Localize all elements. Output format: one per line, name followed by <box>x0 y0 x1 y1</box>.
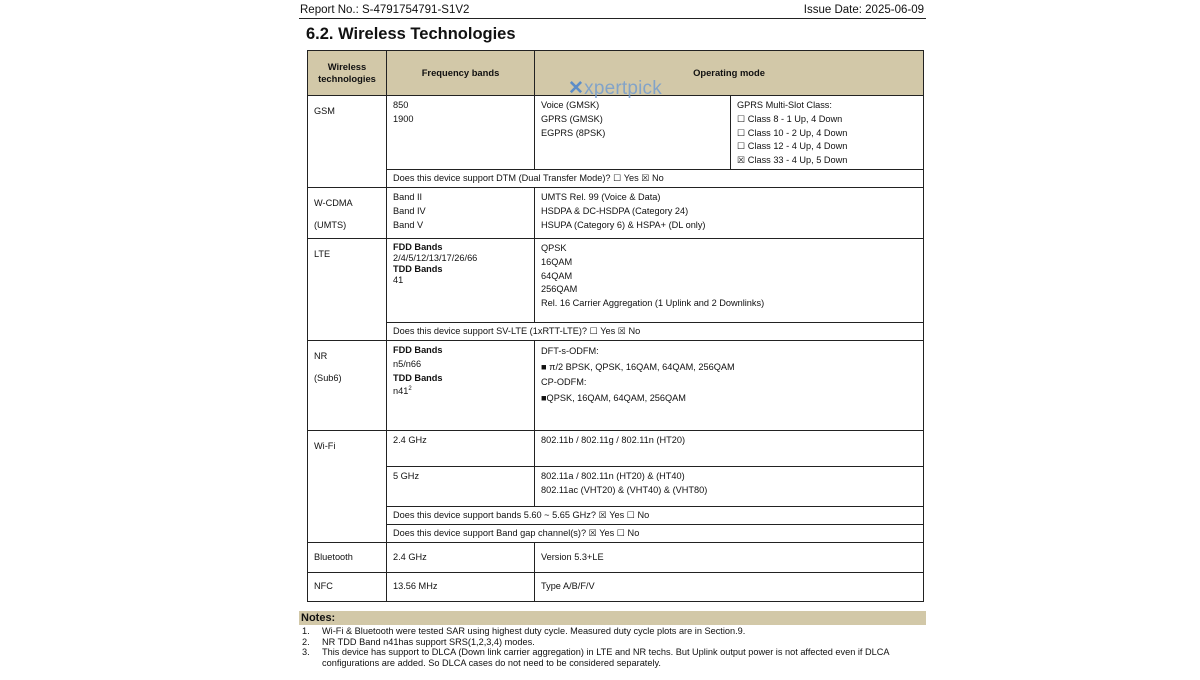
table-row <box>308 525 924 543</box>
note-text: Wi-Fi & Bluetooth were tested SAR using highest duty cycle. Measured duty cycle plots are in Section.9. <box>322 626 746 636</box>
nr-name <box>308 341 387 431</box>
gsm-mode: EGPRS (8PSK) <box>541 127 606 138</box>
wcdma-sub-label: (UMTS) <box>314 219 347 230</box>
lte-mode: 16QAM <box>541 256 573 267</box>
note-item <box>299 637 926 648</box>
table-row <box>308 467 924 507</box>
wifi-band-5: 5 GHz <box>387 467 535 507</box>
watermark-text: xpertpick <box>584 78 662 99</box>
gsm-modes <box>535 96 731 170</box>
table-row <box>308 323 924 341</box>
lte-fdd-label: FDD Bands <box>393 242 443 252</box>
note-text: This device has support to DLCA (Down link carrier aggregation) in LTE and NR techs. But Uplink output power is not affected even if DLCA configurations are added. So DLCA cases do not need to be considered separately. <box>322 647 890 668</box>
wifi-gap-question: Does this device support Band gap channel(s)? ☒ Yes ☐ No <box>387 525 924 543</box>
lte-modes <box>535 239 924 323</box>
nr-cp-modes: ■QPSK, 16QAM, 64QAM, 256QAM <box>541 392 686 403</box>
nr-dft-label: DFT-s-ODFM: <box>541 346 599 356</box>
gsm-mode: Voice (GMSK) <box>541 100 600 110</box>
nr-fdd-label: FDD Bands <box>393 345 443 355</box>
header-divider <box>299 18 926 19</box>
header-tech: Wireless technologies <box>308 51 387 96</box>
nr-sub-label: (Sub6) <box>314 372 342 383</box>
nfc-band: 13.56 MHz <box>387 573 535 602</box>
nr-tdd-footnote: 2 <box>408 386 412 393</box>
lte-tdd-bands: 41 <box>393 275 404 285</box>
dtm-question: Does this device support DTM (Dual Transfer Mode)? ☐ Yes ☒ No <box>387 170 924 188</box>
wcdma-mode: HSDPA & DC-HSDPA (Category 24) <box>541 205 689 216</box>
header-mode: Operating mode <box>535 51 924 96</box>
report-page <box>299 0 926 680</box>
gsm-bands <box>387 96 535 170</box>
bt-mode: Version 5.3+LE <box>535 543 924 573</box>
bt-band: 2.4 GHz <box>387 543 535 573</box>
watermark-logo <box>568 77 662 100</box>
lte-mode: Rel. 16 Carrier Aggregation (1 Uplink and 2 Downlinks) <box>541 298 765 309</box>
table-row <box>308 239 924 323</box>
table-row <box>308 431 924 467</box>
nr-cp-label: CP-ODFM: <box>541 377 587 387</box>
table-row <box>308 507 924 525</box>
nr-bands <box>387 341 535 431</box>
lte-mode: QPSK <box>541 243 567 253</box>
note-item <box>299 626 926 637</box>
wcdma-band: Band V <box>393 219 424 230</box>
table-row <box>308 170 924 188</box>
nr-dft-modes: ■ π/2 BPSK, QPSK, 16QAM, 64QAM, 256QAM <box>541 361 735 372</box>
wcdma-modes <box>535 188 924 239</box>
multislot-title: GPRS Multi-Slot Class: <box>737 100 832 110</box>
wireless-technologies-table <box>307 50 924 602</box>
wcdma-band: Band II <box>393 192 423 202</box>
wcdma-label: W-CDMA <box>314 198 353 208</box>
gsm-name: GSM <box>308 96 387 188</box>
table-row <box>308 341 924 431</box>
issue-date: Issue Date: 2025-06-09 <box>803 4 924 16</box>
section-title: 6.2. Wireless Technologies <box>306 25 516 43</box>
gsm-mode: GPRS (GMSK) <box>541 113 603 124</box>
nfc-mode: Type A/B/F/V <box>535 573 924 602</box>
nr-tdd-bands <box>393 385 528 399</box>
wcdma-band: Band IV <box>393 205 426 216</box>
multislot-class: ☐ Class 12 - 4 Up, 4 Down <box>737 141 848 152</box>
note-number: 2. <box>302 636 310 647</box>
wifi-name: Wi-Fi <box>308 431 387 543</box>
lte-bands <box>387 239 535 323</box>
gsm-multislot <box>731 96 924 170</box>
lte-name: LTE <box>308 239 387 341</box>
nr-label: NR <box>314 351 328 361</box>
watermark-x-icon: ✕ <box>568 78 585 99</box>
report-number: Report No.: S-4791754791-S1V2 <box>300 4 470 16</box>
table-row <box>308 188 924 239</box>
nr-fdd-bands: n5/n66 <box>393 358 422 369</box>
gsm-band: 1900 <box>393 113 414 124</box>
svlte-question: Does this device support SV-LTE (1xRTT-LTE)? ☐ Yes ☒ No <box>387 323 924 341</box>
lte-tdd-label: TDD Bands <box>393 264 443 274</box>
wifi-mode-5-line: 802.11a / 802.11n (HT20) & (HT40) <box>541 471 685 481</box>
nr-tdd-value: n41 <box>393 386 409 397</box>
note-number: 3. <box>302 647 310 658</box>
header-bands: Frequency bands <box>387 51 535 96</box>
note-number: 1. <box>302 626 310 636</box>
wifi-mode-5 <box>535 467 924 507</box>
wcdma-name <box>308 188 387 239</box>
wcdma-mode: UMTS Rel. 99 (Voice & Data) <box>541 192 661 202</box>
wifi-band-question: Does this device support bands 5.60 ~ 5.65 GHz? ☒ Yes ☐ No <box>387 507 924 525</box>
nr-modes <box>535 341 924 431</box>
notes-list <box>299 626 926 668</box>
wcdma-bands <box>387 188 535 239</box>
gsm-band: 850 <box>393 100 409 110</box>
table-row <box>308 573 924 602</box>
lte-mode: 64QAM <box>541 270 573 281</box>
multislot-class: ☐ Class 10 - 2 Up, 4 Down <box>737 127 848 138</box>
note-text: NR TDD Band n41has support SRS(1,2,3,4) modes. <box>322 636 535 647</box>
wifi-mode-24: 802.11b / 802.11g / 802.11n (HT20) <box>535 431 924 467</box>
notes-header-bar <box>299 611 926 625</box>
wcdma-mode: HSUPA (Category 6) & HSPA+ (DL only) <box>541 219 706 230</box>
wireless-table-container <box>307 50 1200 602</box>
table-row <box>308 96 924 170</box>
lte-fdd-bands: 2/4/5/12/13/17/26/66 <box>393 253 478 263</box>
nr-tdd-label: TDD Bands <box>393 372 443 383</box>
multislot-class: ☒ Class 33 - 4 Up, 5 Down <box>737 155 848 166</box>
lte-mode: 256QAM <box>541 284 578 295</box>
wifi-mode-5-line: 802.11ac (VHT20) & (VHT40) & (VHT80) <box>541 484 708 495</box>
bt-name: Bluetooth <box>308 543 387 573</box>
notes-title: Notes: <box>301 612 336 624</box>
multislot-class: ☐ Class 8 - 1 Up, 4 Down <box>737 113 843 124</box>
note-item <box>299 647 926 668</box>
wifi-band-24: 2.4 GHz <box>387 431 535 467</box>
nfc-name: NFC <box>308 573 387 602</box>
table-row <box>308 543 924 573</box>
